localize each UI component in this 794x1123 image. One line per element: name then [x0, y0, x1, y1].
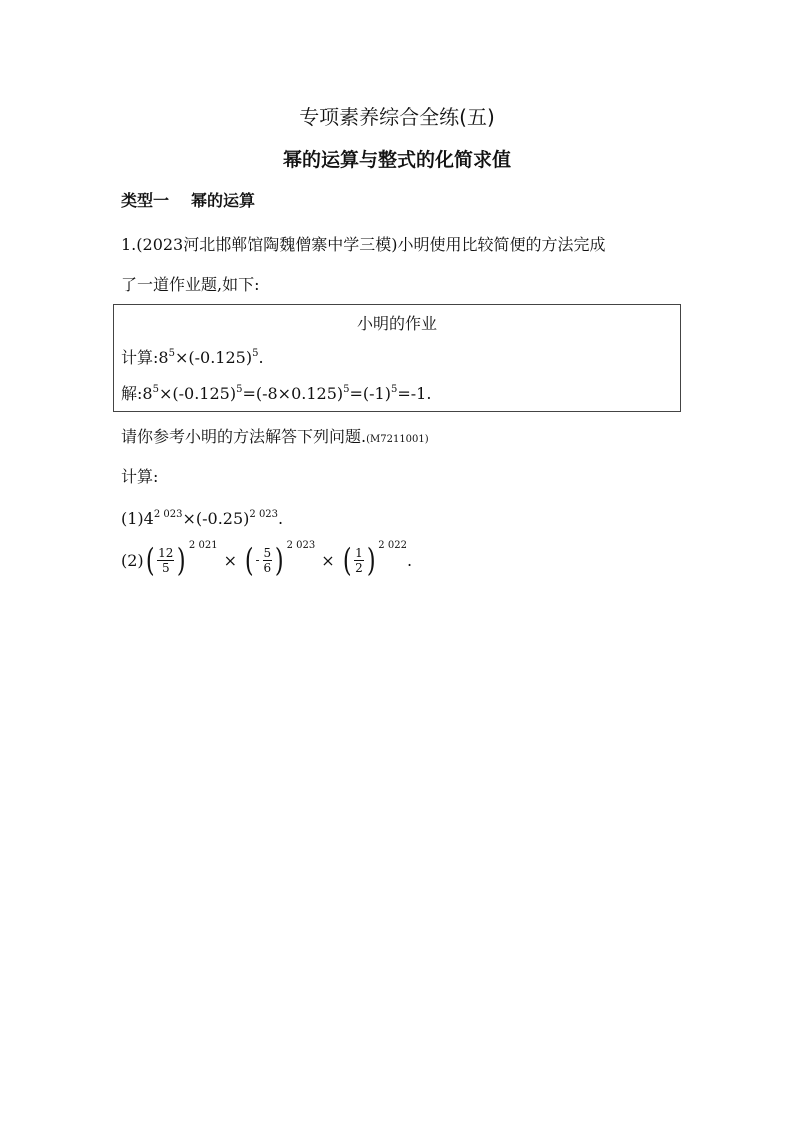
fraction-1 — [157, 546, 174, 575]
sol-mid-1: ×(-0.125) — [158, 384, 237, 403]
p2-exp-3: 2 022 — [378, 540, 407, 551]
page-title: 专项素养综合全练(五) — [299, 105, 495, 129]
fraction-3 — [354, 546, 364, 575]
right-paren: ) — [366, 541, 376, 579]
section-heading — [121, 190, 255, 212]
fraction-2 — [263, 546, 273, 575]
p2-end: . — [406, 550, 413, 570]
p1-exp-2: 2 023 — [249, 509, 279, 520]
homework-solution-line — [121, 381, 431, 404]
calc-exp-2: 5 — [252, 348, 259, 359]
left-paren: ( — [342, 541, 352, 579]
homework-calc-line — [121, 345, 264, 368]
frac2-numerator: 5 — [263, 545, 272, 560]
times-sign-2: × — [321, 550, 335, 570]
frac1-numerator: 12 — [158, 545, 174, 560]
sol-exp-4: 5 — [390, 384, 398, 395]
frac3-denominator: 2 — [355, 560, 363, 575]
sol-prefix: 解:8 — [121, 384, 153, 403]
right-paren: ) — [275, 541, 284, 579]
sol-exp-1: 5 — [152, 384, 159, 395]
negative-sign: - — [255, 553, 260, 567]
p1-exp-1: 2 023 — [153, 509, 183, 520]
p1-prefix: (1)4 — [121, 509, 154, 528]
problem-1 — [121, 508, 283, 530]
left-paren: ( — [145, 541, 155, 579]
calc-mid: ×(-0.125) — [174, 348, 253, 367]
sol-exp-2: 5 — [236, 384, 243, 395]
homework-box — [113, 304, 681, 412]
homework-title: 小明的作业 — [356, 314, 437, 333]
calc-end: . — [258, 348, 264, 367]
p2-exp-1: 2 021 — [188, 540, 218, 551]
sol-exp-3: 5 — [343, 384, 350, 395]
sol-mid-2: =(-8×0.125) — [242, 384, 344, 403]
frac1-denominator: 5 — [161, 560, 170, 575]
question-line-2: 了一道作业题,如下: — [121, 275, 260, 294]
p1-mid: ×(-0.25) — [182, 509, 250, 528]
calc-prefix: 计算:8 — [121, 348, 169, 367]
p1-end: . — [278, 509, 284, 528]
instruction-line — [121, 426, 429, 451]
frac2-denominator: 6 — [263, 560, 272, 575]
calc-label: 计算: — [121, 467, 159, 486]
page-subtitle: 幂的运算与整式的化简求值 — [282, 149, 511, 171]
reference-code: (M7211001) — [366, 434, 429, 445]
times-sign-1: × — [223, 550, 237, 570]
sol-end: =-1. — [397, 384, 432, 403]
p2-prefix: (2) — [121, 550, 144, 570]
question-line-1: 1.(2023河北邯郸馆陶魏僧寨中学三模)小明使用比较简便的方法完成 — [121, 235, 606, 254]
p2-exp-2: 2 023 — [286, 540, 316, 551]
type-name: 幂的运算 — [191, 191, 256, 210]
sol-mid-3: =(-1) — [349, 384, 391, 403]
left-paren: ( — [244, 541, 254, 579]
frac3-numerator: 1 — [355, 545, 363, 560]
right-paren: ) — [177, 541, 187, 579]
problem-2 — [121, 538, 412, 582]
type-label: 类型一 — [121, 191, 170, 210]
instruction-text: 请你参考小明的方法解答下列问题. — [121, 427, 367, 446]
calc-exp-1: 5 — [168, 348, 175, 359]
